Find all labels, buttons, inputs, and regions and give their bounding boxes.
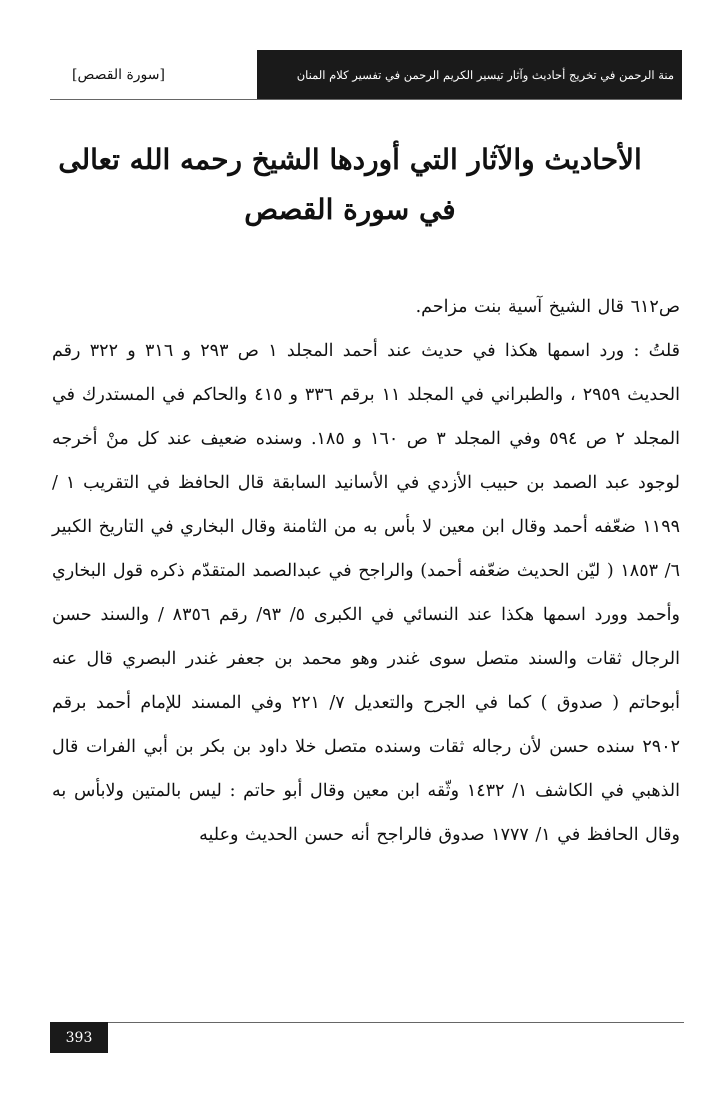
footer-divider — [50, 1022, 684, 1023]
entry-line: ص٦١٢ قال الشيخ آسية بنت مزاحم. — [415, 297, 680, 317]
book-title-banner — [257, 50, 682, 99]
book-title: منة الرحمن في تخريج أحاديث وآثار تيسير الكريم الرحمن في تفسير كلام المنان — [296, 67, 674, 82]
header-divider — [50, 99, 682, 100]
commentary-paragraph: قلتُ : ورد اسمها هكذا في حديث عند أحمد المجلد ١ ص ٢٩٣ و ٣١٦ و ٣٢٢ رقم الحديث ٢٩٥٩ ، والطبراني في المجلد ١١ برقم ٣٣٦ و ٤١٥ والحاكم في المستدرك في المجلد ٢ ص ٥٩٤ وفي المجلد ٣ ص ١٦٠ و ١٨٥. وسنده ضعيف عند كل منْ أخرجه لوجود عبد الصمد بن حبيب الأزدي في الأسانيد السابقة قال الحافظ في التقريب ١ / ١١٩٩ ضعّفه أحمد وقال ابن معين لا بأس به من الثامنة وقال البخاري في التاريخ الكبير ٦/ ١٨٥٣ ( ليّن الحديث ضعّفه أحمد) والراجح في عبدالصمد المتقدّم ذكره قول البخاري وأحمد وورد اسمها هكذا عند النسائي في الكبرى ٥/ ٩٣/ رقم ٨٣٥٦ / والسند حسن الرجال ثقات والسند متصل سوى غندر وهو محمد بن جعفر غندر البصري قال عنه أبوحاتم ( صدوق ) كما في الجرح والتعديل ٧/ ٢٢١ وفي المسند للإمام أحمد برقم ٢٩٠٢ سنده حسن لأن رجاله ثقات وسنده متصل خلا داود بن بكر بن أبي الفرات قال الذهبي في الكاشف ١/ ١٤٣٢ وثّقه ابن معين وقال أبو حاتم : ليس بالمتين ولابأس به وقال الحافظ في ١/ ١٧٧٧ صدوق فالراجح أنه حسن الحديث وعليه — [52, 341, 680, 845]
section-title-line1: الأحاديث والآثار التي أوردها الشيخ رحمه الله تعالى — [58, 143, 642, 176]
section-title-line2: في سورة القصص — [244, 193, 456, 226]
surah-label: [سورة القصص] — [72, 67, 165, 83]
page-number: 393 — [50, 1022, 108, 1053]
body-text — [52, 285, 680, 857]
